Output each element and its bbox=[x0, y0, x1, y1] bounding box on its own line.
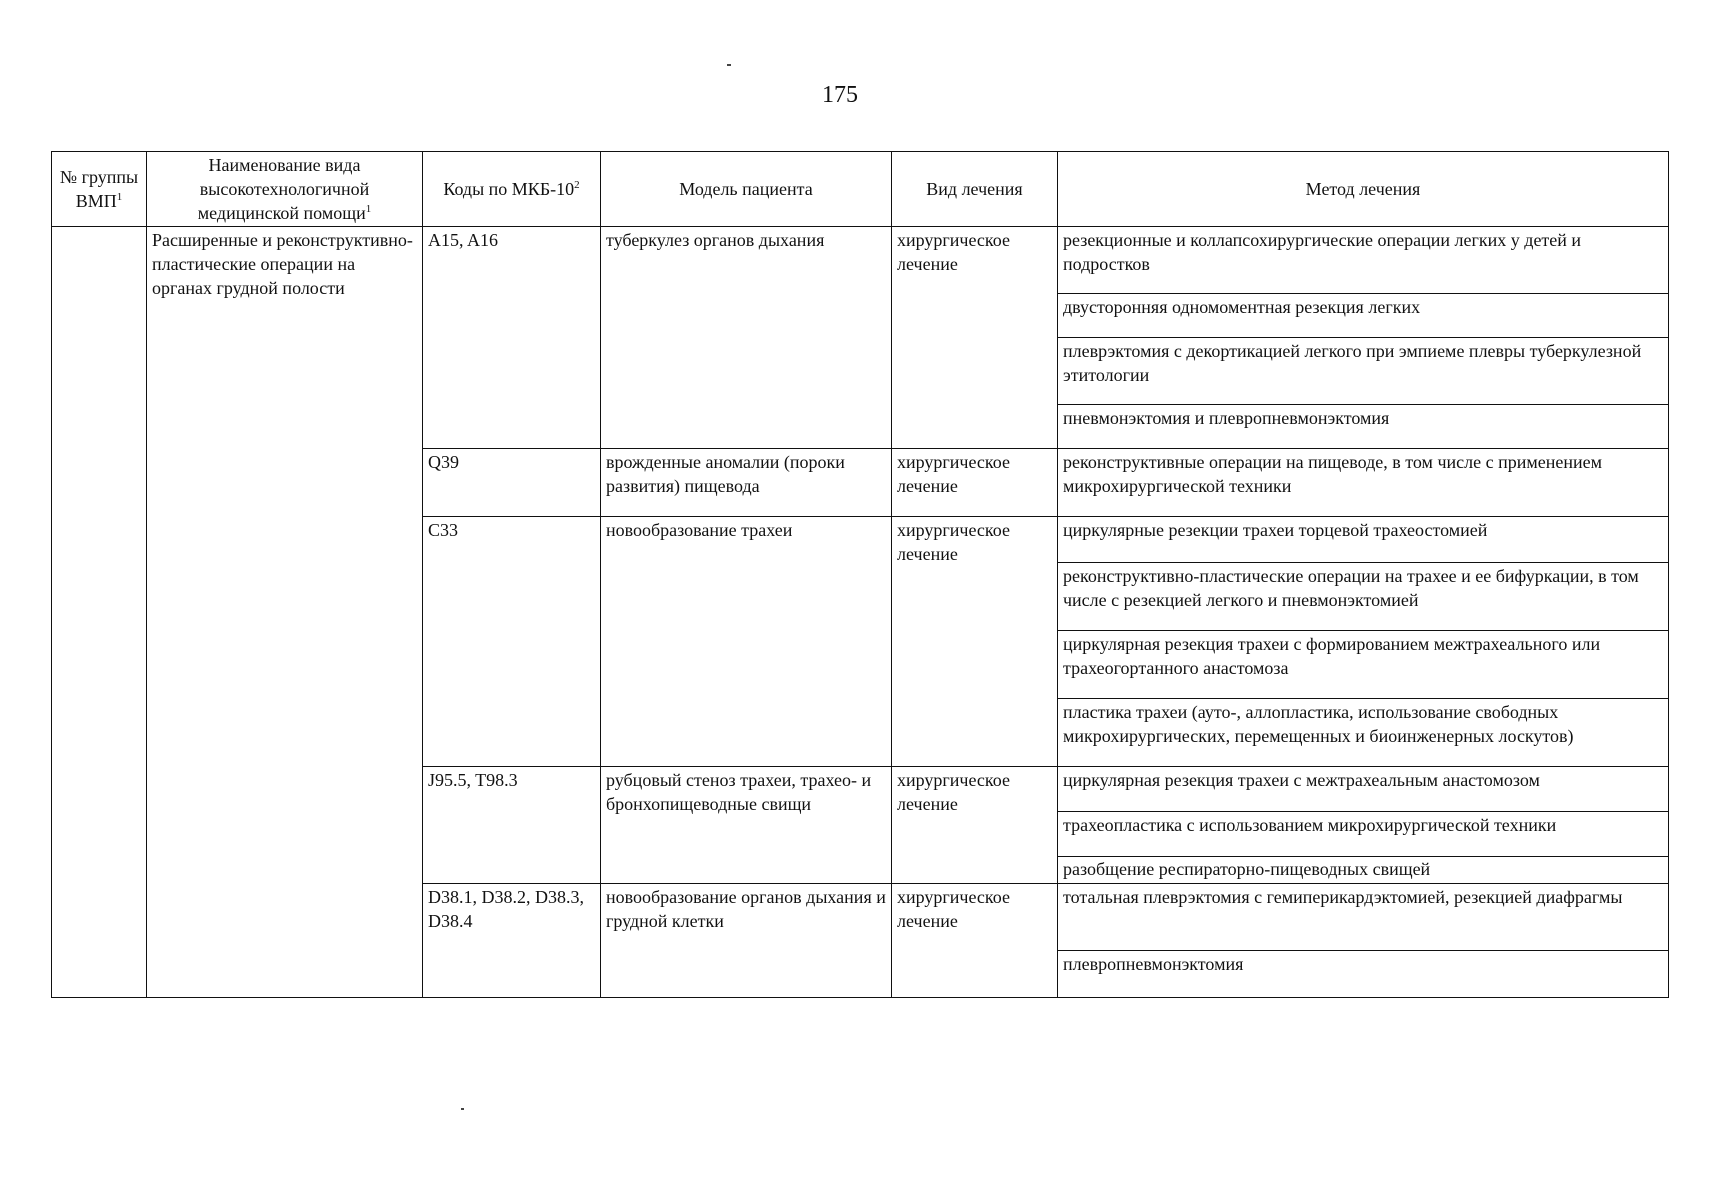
treatment-method-cell: трахеопластика с использованием микрохирургической техники bbox=[1058, 812, 1669, 857]
treatment-method-cell: двусторонняя одномоментная резекция легких bbox=[1058, 294, 1669, 338]
patient-model-cell: врожденные аномалии (пороки развития) пищевода bbox=[601, 449, 892, 517]
treatment-method-cell: циркулярная резекция трахеи с формированием межтрахеального или трахеогортанного анастомоза bbox=[1058, 631, 1669, 699]
treatment-type-cell: хирургическое лечение bbox=[892, 884, 1058, 998]
icd-codes-cell: Q39 bbox=[423, 449, 601, 517]
treatment-method-cell: циркулярные резекции трахеи торцевой трахеостомией bbox=[1058, 517, 1669, 563]
treatment-type-cell: хирургическое лечение bbox=[892, 227, 1058, 449]
icd-codes-cell: A15, A16 bbox=[423, 227, 601, 449]
treatment-method-cell: циркулярная резекция трахеи с межтрахеальным анастомозом bbox=[1058, 767, 1669, 812]
patient-model-cell: рубцовый стеноз трахеи, трахео- и бронхопищеводные свищи bbox=[601, 767, 892, 884]
treatment-method-cell: плеврэктомия с декортикацией легкого при эмпиеме плевры туберкулезной этитологии bbox=[1058, 338, 1669, 405]
header-treatment-type: Вид лечения bbox=[892, 152, 1058, 227]
treatment-type-cell: хирургическое лечение bbox=[892, 449, 1058, 517]
care-type-cell: Расширенные и реконструктивно-пластические операции на органах грудной полости bbox=[147, 227, 423, 998]
scan-speck-top bbox=[727, 64, 731, 66]
icd-codes-cell: J95.5, T98.3 bbox=[423, 767, 601, 884]
header-group-no: № группы ВМП$^1$ bbox=[52, 152, 147, 227]
treatment-method-cell: тотальная плеврэктомия с гемиперикардэктомией, резекцией диафрагмы bbox=[1058, 884, 1669, 951]
table-header-row bbox=[52, 152, 1669, 227]
header-icd-codes: Коды по МКБ-$10^2$ bbox=[423, 152, 601, 227]
header-care-type: Наименование вида высокотехнологичной медицинской помощи$^1$ bbox=[147, 152, 423, 227]
icd-codes-cell: C33 bbox=[423, 517, 601, 767]
patient-model-cell: новообразование органов дыхания и грудной клетки bbox=[601, 884, 892, 998]
patient-model-cell: новообразование трахеи bbox=[601, 517, 892, 767]
group-no-cell bbox=[52, 227, 147, 998]
page-number: 175 bbox=[822, 82, 858, 108]
patient-model-cell: туберкулез органов дыхания bbox=[601, 227, 892, 449]
table-row bbox=[52, 227, 1669, 294]
treatment-method-cell: реконструктивные операции на пищеводе, в том числе с применением микрохирургической техники bbox=[1058, 449, 1669, 517]
treatment-method-cell: разобщение респираторно-пищеводных свищей bbox=[1058, 857, 1669, 884]
treatment-method-cell: пневмонэктомия и плевропневмонэктомия bbox=[1058, 405, 1669, 449]
header-patient-model: Модель пациента bbox=[601, 152, 892, 227]
header-treatment-method: Метод лечения bbox=[1058, 152, 1669, 227]
treatment-table bbox=[51, 151, 1669, 998]
scan-speck-bottom bbox=[461, 1108, 464, 1110]
treatment-type-cell: хирургическое лечение bbox=[892, 767, 1058, 884]
treatment-method-cell: резекционные и коллапсохирургические операции легких у детей и подростков bbox=[1058, 227, 1669, 294]
icd-codes-cell: D38.1, D38.2, D38.3, D38.4 bbox=[423, 884, 601, 998]
treatment-type-cell: хирургическое лечение bbox=[892, 517, 1058, 767]
treatment-method-cell: пластика трахеи (ауто-, аллопластика, использование свободных микрохирургических, перемещенных и биоинженерных лоскутов) bbox=[1058, 699, 1669, 767]
treatment-method-cell: реконструктивно-пластические операции на трахее и ее бифуркации, в том числе с резекцией легкого и пневмонэктомией bbox=[1058, 563, 1669, 631]
treatment-method-cell: плевропневмонэктомия bbox=[1058, 951, 1669, 998]
